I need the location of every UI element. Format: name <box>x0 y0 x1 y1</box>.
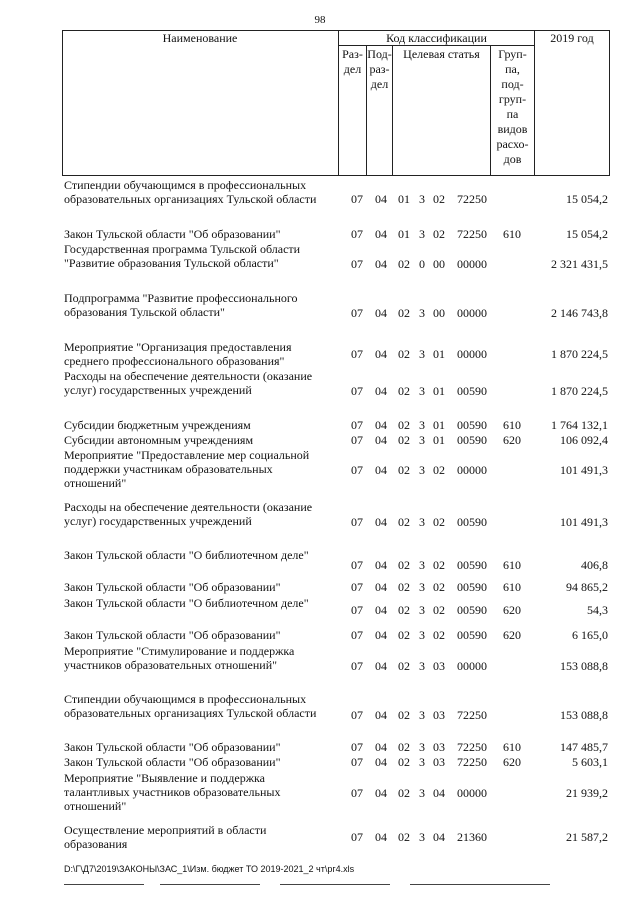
row-name-line: Закон Тульской области "О библиотечном деле" <box>64 548 309 562</box>
row-name <box>64 771 332 813</box>
razdel-cell: 07 <box>351 306 363 320</box>
row-name-line: Закон Тульской области "О библиотечном деле" <box>64 596 309 610</box>
row-name <box>64 369 332 397</box>
group-cell: 620 <box>503 628 521 642</box>
row-name-line: Мероприятие "Организация предоставления <box>64 340 292 354</box>
row-name-line: поддержки участникам образовательных <box>64 462 273 476</box>
target-part-1: 02 <box>398 558 410 572</box>
row-name-line: Расходы на обеспечение деятельности (оказание <box>64 500 313 514</box>
podrazdel-cell: 04 <box>375 227 387 241</box>
row-name-line: Стипендии обучающимся в профессиональных <box>64 692 307 706</box>
target-part-4: 00000 <box>457 786 487 800</box>
target-part-4: 00590 <box>457 433 487 447</box>
target-part-4: 00000 <box>457 659 487 673</box>
target-part-1: 02 <box>398 628 410 642</box>
target-part-1: 02 <box>398 515 410 529</box>
target-part-2: 3 <box>419 227 425 241</box>
razdel-cell: 07 <box>351 603 363 617</box>
target-part-1: 02 <box>398 740 410 754</box>
amount-cell: 106 092,4 <box>560 433 608 447</box>
row-name-line: Осуществление мероприятий в области <box>64 823 267 837</box>
row-name <box>64 740 332 754</box>
amount-cell: 153 088,8 <box>560 659 608 673</box>
group-cell: 620 <box>503 433 521 447</box>
target-part-1: 01 <box>398 227 410 241</box>
group-cell: 610 <box>503 558 521 572</box>
target-part-2: 0 <box>419 257 425 271</box>
podrazdel-cell: 04 <box>375 830 387 844</box>
target-part-1: 02 <box>398 830 410 844</box>
target-part-1: 02 <box>398 384 410 398</box>
target-part-3: 01 <box>433 347 445 361</box>
amount-cell: 1 764 132,1 <box>551 418 608 432</box>
group-cell: 610 <box>503 740 521 754</box>
row-name-line: "Развитие образования Тульской области" <box>64 256 279 270</box>
target-part-1: 02 <box>398 659 410 673</box>
target-part-3: 03 <box>433 659 445 673</box>
amount-cell: 21 587,2 <box>566 830 608 844</box>
target-part-4: 00000 <box>457 257 487 271</box>
row-name-line: Подпрограмма "Развитие профессионального <box>64 291 298 305</box>
row-name <box>64 242 332 270</box>
amount-cell: 94 865,2 <box>566 580 608 594</box>
row-name <box>64 644 332 672</box>
target-part-3: 01 <box>433 433 445 447</box>
target-part-2: 3 <box>419 418 425 432</box>
razdel-cell: 07 <box>351 227 363 241</box>
podrazdel-cell: 04 <box>375 463 387 477</box>
row-name <box>64 628 332 642</box>
podrazdel-cell: 04 <box>375 418 387 432</box>
target-part-3: 03 <box>433 755 445 769</box>
amount-cell: 1 870 224,5 <box>551 347 608 361</box>
podrazdel-cell: 04 <box>375 306 387 320</box>
target-part-4: 00590 <box>457 603 487 617</box>
razdel-cell: 07 <box>351 192 363 206</box>
target-part-3: 00 <box>433 257 445 271</box>
target-part-1: 02 <box>398 433 410 447</box>
podrazdel-cell: 04 <box>375 257 387 271</box>
row-name-line: участников образовательных отношений" <box>64 658 278 672</box>
footer-line <box>410 884 550 885</box>
target-part-3: 02 <box>433 580 445 594</box>
row-name-line: Мероприятие "Выявление и поддержка <box>64 771 265 785</box>
target-part-2: 3 <box>419 347 425 361</box>
row-name-line: Закон Тульской области "Об образовании" <box>64 755 281 769</box>
target-part-4: 00590 <box>457 558 487 572</box>
target-part-3: 02 <box>433 463 445 477</box>
group-cell: 620 <box>503 755 521 769</box>
podrazdel-cell: 04 <box>375 558 387 572</box>
razdel-cell: 07 <box>351 515 363 529</box>
podrazdel-cell: 04 <box>375 603 387 617</box>
target-part-1: 02 <box>398 257 410 271</box>
target-part-3: 04 <box>433 786 445 800</box>
target-part-4: 72250 <box>457 708 487 722</box>
target-part-1: 02 <box>398 603 410 617</box>
group-cell: 620 <box>503 603 521 617</box>
row-name <box>64 448 332 490</box>
row-name-line: Закон Тульской области "Об образовании" <box>64 628 281 642</box>
razdel-cell: 07 <box>351 659 363 673</box>
target-part-2: 3 <box>419 830 425 844</box>
target-part-3: 02 <box>433 603 445 617</box>
row-name-line: образования Тульской области" <box>64 305 225 319</box>
row-name-line: отношений" <box>64 799 127 813</box>
amount-cell: 1 870 224,5 <box>551 384 608 398</box>
page-number: 98 <box>314 14 326 26</box>
row-name <box>64 580 332 594</box>
group-cell: 610 <box>503 418 521 432</box>
target-part-4: 72250 <box>457 192 487 206</box>
razdel-cell: 07 <box>351 257 363 271</box>
row-name-line: отношений" <box>64 476 127 490</box>
target-part-4: 72250 <box>457 755 487 769</box>
target-part-4: 00000 <box>457 306 487 320</box>
podrazdel-cell: 04 <box>375 515 387 529</box>
group-cell: 610 <box>503 227 521 241</box>
razdel-cell: 07 <box>351 755 363 769</box>
amount-cell: 6 165,0 <box>572 628 608 642</box>
razdel-cell: 07 <box>351 628 363 642</box>
row-name-line: Закон Тульской области "Об образовании" <box>64 227 281 241</box>
row-name-line: Стипендии обучающимся в профессиональных <box>64 178 307 192</box>
row-name-line: талантливых участников образовательных <box>64 785 281 799</box>
target-part-1: 02 <box>398 418 410 432</box>
target-part-1: 02 <box>398 306 410 320</box>
row-name-line: услуг) государственных учреждений <box>64 383 252 397</box>
podrazdel-cell: 04 <box>375 433 387 447</box>
target-part-2: 3 <box>419 708 425 722</box>
header-target: Целевая статья <box>403 47 480 61</box>
row-name-line: Мероприятие "Стимулирование и поддержка <box>64 644 295 658</box>
footer-line <box>64 884 144 885</box>
target-part-1: 02 <box>398 708 410 722</box>
razdel-cell: 07 <box>351 558 363 572</box>
footer-line <box>280 884 390 885</box>
target-part-2: 3 <box>419 558 425 572</box>
razdel-cell: 07 <box>351 347 363 361</box>
target-part-1: 02 <box>398 786 410 800</box>
file-path-footer: D:\Г\Д7\2019\ЗАКОНЫ\ЗАС_1\Изм. бюджет ТО 2019-2021_2 чт\рг4.xls <box>64 864 355 874</box>
target-part-4: 00590 <box>457 515 487 529</box>
row-name <box>64 418 332 432</box>
target-part-1: 02 <box>398 755 410 769</box>
razdel-cell: 07 <box>351 463 363 477</box>
target-part-3: 03 <box>433 708 445 722</box>
target-part-3: 01 <box>433 418 445 432</box>
row-name <box>64 291 332 319</box>
target-part-4: 72250 <box>457 740 487 754</box>
target-part-3: 02 <box>433 515 445 529</box>
amount-cell: 406,8 <box>581 558 608 572</box>
target-part-2: 3 <box>419 786 425 800</box>
row-name-line: услуг) государственных учреждений <box>64 514 252 528</box>
razdel-cell: 07 <box>351 708 363 722</box>
target-part-4: 72250 <box>457 227 487 241</box>
podrazdel-cell: 04 <box>375 740 387 754</box>
target-part-4: 00590 <box>457 418 487 432</box>
podrazdel-cell: 04 <box>375 628 387 642</box>
razdel-cell: 07 <box>351 580 363 594</box>
row-name <box>64 596 332 610</box>
header-razdel: Раз- дел <box>342 47 363 76</box>
target-part-4: 00000 <box>457 463 487 477</box>
razdel-cell: 07 <box>351 433 363 447</box>
row-name-line: Мероприятие "Предоставление мер социальной <box>64 448 310 462</box>
header-name: Наименование <box>162 31 238 45</box>
target-part-3: 02 <box>433 558 445 572</box>
target-part-2: 3 <box>419 659 425 673</box>
row-name-line: Закон Тульской области "Об образовании" <box>64 580 281 594</box>
target-part-2: 3 <box>419 628 425 642</box>
podrazdel-cell: 04 <box>375 659 387 673</box>
target-part-2: 3 <box>419 515 425 529</box>
amount-cell: 21 939,2 <box>566 786 608 800</box>
header-year: 2019 год <box>550 31 594 45</box>
razdel-cell: 07 <box>351 384 363 398</box>
target-part-2: 3 <box>419 192 425 206</box>
podrazdel-cell: 04 <box>375 786 387 800</box>
podrazdel-cell: 04 <box>375 708 387 722</box>
row-name <box>64 433 332 447</box>
target-part-1: 02 <box>398 463 410 477</box>
amount-cell: 54,3 <box>587 603 608 617</box>
target-part-4: 00590 <box>457 628 487 642</box>
row-name-line: Субсидии бюджетным учреждениям <box>64 418 251 432</box>
row-name <box>64 692 332 720</box>
target-part-4: 00590 <box>457 580 487 594</box>
amount-cell: 147 485,7 <box>560 740 608 754</box>
row-name-line: Субсидии автономным учреждениям <box>64 433 254 447</box>
target-part-1: 01 <box>398 192 410 206</box>
table-header <box>62 30 610 176</box>
amount-cell: 101 491,3 <box>560 515 608 529</box>
row-name <box>64 500 332 528</box>
target-part-3: 02 <box>433 192 445 206</box>
target-part-2: 3 <box>419 306 425 320</box>
row-name <box>64 340 332 368</box>
target-part-3: 01 <box>433 384 445 398</box>
header-code: Код классификации <box>386 31 487 45</box>
target-part-2: 3 <box>419 433 425 447</box>
row-name <box>64 178 332 206</box>
amount-cell: 5 603,1 <box>572 755 608 769</box>
target-part-3: 00 <box>433 306 445 320</box>
target-part-2: 3 <box>419 740 425 754</box>
target-part-3: 02 <box>433 628 445 642</box>
target-part-2: 3 <box>419 603 425 617</box>
podrazdel-cell: 04 <box>375 192 387 206</box>
row-name-line: Расходы на обеспечение деятельности (оказание <box>64 369 313 383</box>
amount-cell: 2 146 743,8 <box>551 306 608 320</box>
target-part-3: 03 <box>433 740 445 754</box>
razdel-cell: 07 <box>351 740 363 754</box>
razdel-cell: 07 <box>351 786 363 800</box>
footer-line <box>160 884 260 885</box>
row-name <box>64 755 332 769</box>
row-name-line: Государственная программа Тульской области <box>64 242 301 256</box>
razdel-cell: 07 <box>351 418 363 432</box>
amount-cell: 15 054,2 <box>566 227 608 241</box>
row-name <box>64 548 332 562</box>
target-part-2: 3 <box>419 755 425 769</box>
row-name-line: образования <box>64 837 128 851</box>
group-cell: 610 <box>503 580 521 594</box>
target-part-2: 3 <box>419 463 425 477</box>
row-name-line: Закон Тульской области "Об образовании" <box>64 740 281 754</box>
podrazdel-cell: 04 <box>375 580 387 594</box>
row-name-line: образовательных организациях Тульской области <box>64 706 317 720</box>
target-part-2: 3 <box>419 580 425 594</box>
target-part-2: 3 <box>419 384 425 398</box>
amount-cell: 101 491,3 <box>560 463 608 477</box>
target-part-1: 02 <box>398 580 410 594</box>
header-group: Груп- па, под- груп- па видов расхо- дов <box>496 47 529 166</box>
target-part-4: 00590 <box>457 384 487 398</box>
target-part-4: 21360 <box>457 830 487 844</box>
row-name-line: образовательных организациях Тульской области <box>64 192 317 206</box>
row-name <box>64 823 332 851</box>
target-part-3: 02 <box>433 227 445 241</box>
target-part-1: 02 <box>398 347 410 361</box>
target-part-3: 04 <box>433 830 445 844</box>
podrazdel-cell: 04 <box>375 347 387 361</box>
target-part-4: 00000 <box>457 347 487 361</box>
amount-cell: 15 054,2 <box>566 192 608 206</box>
amount-cell: 2 321 431,5 <box>551 257 608 271</box>
row-name <box>64 227 332 241</box>
header-podrazdel: Под- раз- дел <box>367 47 392 91</box>
razdel-cell: 07 <box>351 830 363 844</box>
row-name-line: среднего профессионального образования" <box>64 354 285 368</box>
podrazdel-cell: 04 <box>375 755 387 769</box>
podrazdel-cell: 04 <box>375 384 387 398</box>
amount-cell: 153 088,8 <box>560 708 608 722</box>
